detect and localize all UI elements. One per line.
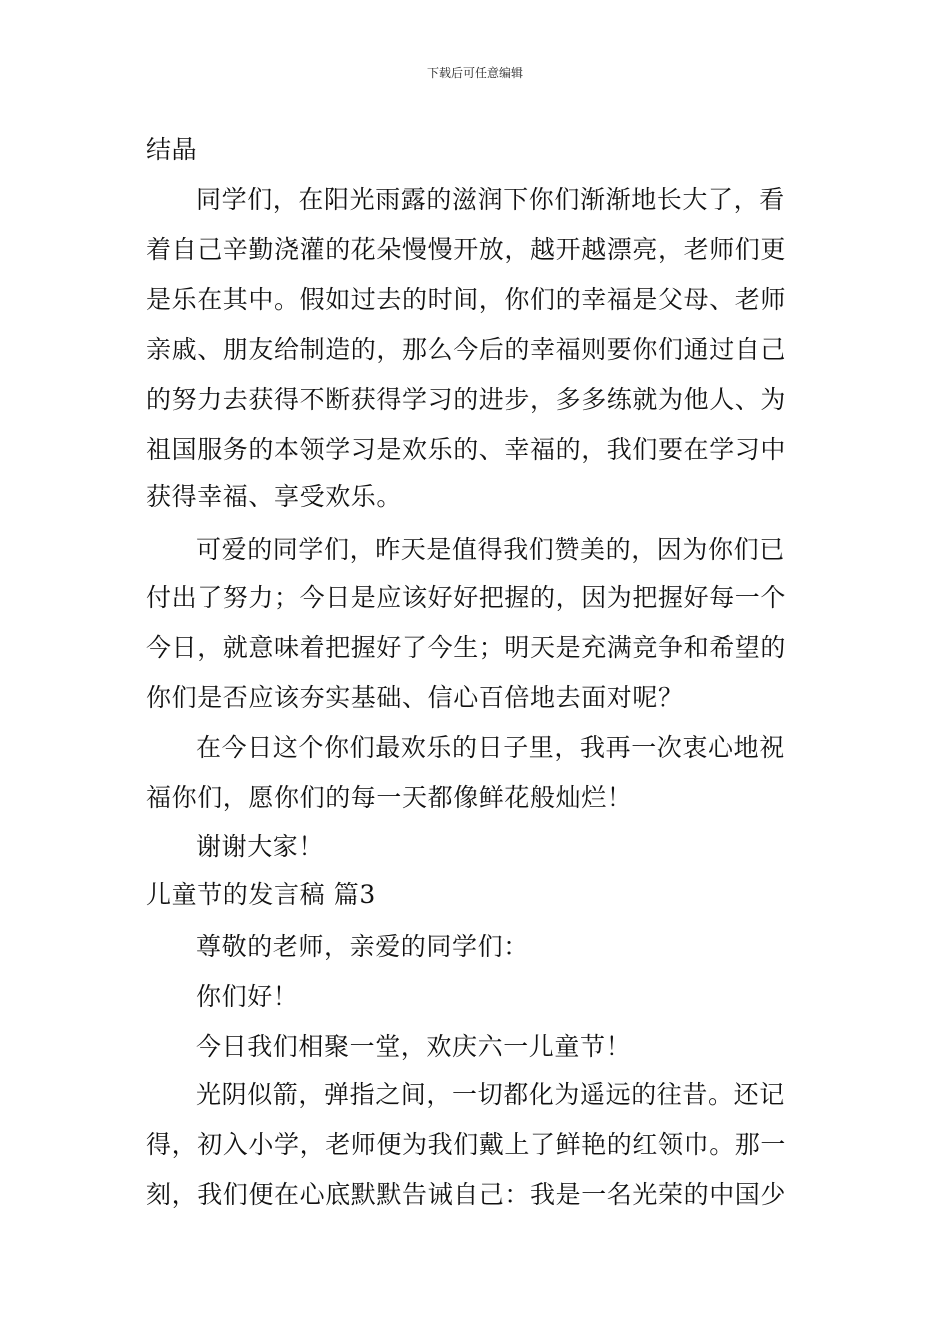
text-line: 付出了努力；今日是应该好好把握的，因为把握好每一个 (146, 583, 787, 612)
text-line: 祖国服务的本领学习是欢乐的、幸福的，我们要在学习中 (146, 435, 787, 464)
text-line: 你们是否应该夯实基础、信心百倍地去面对呢？ (146, 683, 684, 712)
text-line: 今日，就意味着把握好了今生；明天是充满竞争和希望的 (146, 633, 787, 662)
text-line: 谢谢大家！ (196, 832, 325, 861)
text-line: 尊敬的老师，亲爱的同学们： (196, 932, 529, 961)
text-line: 可爱的同学们，昨天是值得我们赞美的，因为你们已 (196, 535, 785, 564)
text-line: 亲戚、朋友给制造的，那么今后的幸福则要你们通过自己 (146, 335, 787, 364)
section-heading: 儿童节的发言稿 篇3 (146, 880, 376, 909)
text-line: 今日我们相聚一堂，欢庆六一儿童节！ (196, 1032, 632, 1061)
text-line: 着自己辛勤浇灌的花朵慢慢开放，越开越漂亮，老师们更 (146, 235, 787, 264)
page-header-note: 下载后可任意编辑 (426, 66, 523, 80)
text-line: 光阴似箭，弹指之间，一切都化为遥远的往昔。还记 (196, 1080, 785, 1109)
text-line: 结晶 (146, 135, 198, 164)
text-line: 你们好！ (196, 982, 299, 1011)
text-line: 刻，我们便在心底默默告诫自己：我是一名光荣的中国少 (146, 1180, 787, 1209)
text-line: 是乐在其中。假如过去的时间，你们的幸福是父母、老师 (146, 285, 787, 314)
text-line: 福你们，愿你们的每一天都像鲜花般灿烂！ (146, 783, 633, 812)
text-line: 的努力去获得不断获得学习的进步，多多练就为他人、为 (146, 385, 787, 414)
text-line: 获得幸福、享受欢乐。 (146, 482, 403, 511)
text-line: 同学们，在阳光雨露的滋润下你们渐渐地长大了，看 (196, 185, 785, 214)
text-line: 在今日这个你们最欢乐的日子里，我再一次衷心地祝 (196, 733, 785, 762)
text-line: 得，初入小学，老师便为我们戴上了鲜艳的红领巾。那一 (146, 1130, 787, 1159)
